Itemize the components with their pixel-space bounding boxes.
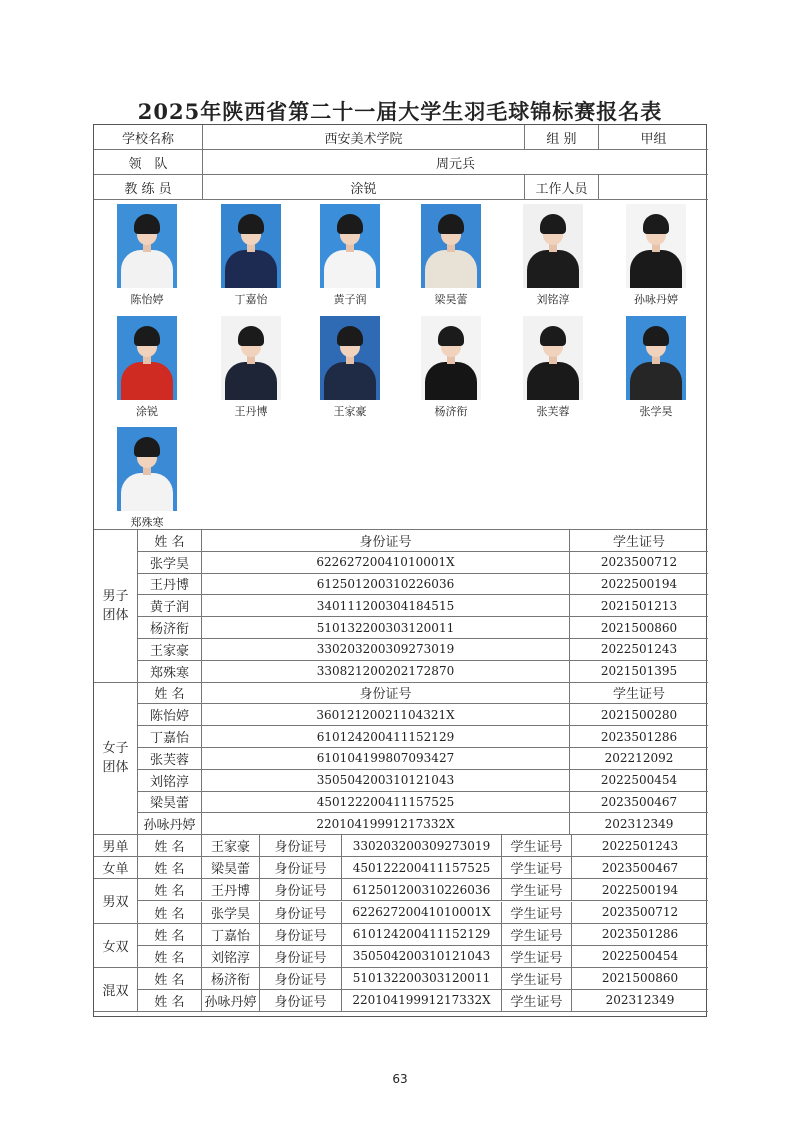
photo-neck (247, 356, 255, 364)
photo-hair (238, 326, 264, 346)
photo-hair (438, 214, 464, 234)
player-name: 张学昊 (138, 552, 202, 574)
player-photo-name: 杨济衔 (434, 405, 468, 418)
name-label: 姓 名 (138, 902, 202, 924)
photo-neck (143, 356, 151, 364)
player-id-number: 450122200411157525 (342, 857, 502, 879)
player-id-number: 612501200310226036 (202, 574, 570, 596)
photo-clothing (324, 362, 376, 400)
school-value: 西安美术学院 (203, 125, 525, 150)
photo-hair (643, 214, 669, 234)
player-student-id: 2022500454 (570, 770, 708, 792)
player-name: 黄子润 (138, 595, 202, 617)
photo-neck (549, 244, 557, 252)
photo-hair (540, 214, 566, 234)
photo-hair (337, 214, 363, 234)
player-photo-name: 涂锐 (136, 405, 158, 418)
id-label: 身份证号 (260, 902, 342, 924)
id-label: 身份证号 (260, 968, 342, 990)
registration-form (93, 124, 707, 1017)
player-student-id: 202312349 (572, 990, 708, 1012)
event-label: 女单 (94, 857, 138, 879)
player-student-id: 2023501286 (570, 726, 708, 748)
player-photo (421, 204, 481, 288)
player-id-number: 62262720041010001X (342, 902, 502, 924)
photo-hair (540, 326, 566, 346)
group-label: 组 别 (525, 125, 599, 150)
player-photo (221, 204, 281, 288)
player-student-id: 2023501286 (572, 924, 708, 946)
event-label: 混双 (94, 968, 138, 1012)
photo-area (94, 200, 708, 530)
player-photo (221, 316, 281, 400)
photo-clothing (324, 250, 376, 288)
player-photo-name: 梁昊蕾 (434, 293, 468, 306)
name-label: 姓 名 (138, 857, 202, 879)
column-header-name: 姓 名 (138, 683, 202, 705)
event-label: 女双 (94, 924, 138, 968)
player-student-id: 202212092 (570, 748, 708, 770)
column-header-student-id: 学生证号 (570, 530, 708, 552)
photo-hair (643, 326, 669, 346)
photo-hair (134, 326, 160, 346)
player-name: 梁昊蕾 (202, 857, 260, 879)
student-id-label: 学生证号 (502, 902, 572, 924)
player-id-number: 350504200310121043 (342, 946, 502, 968)
player-name: 刘铭淳 (202, 946, 260, 968)
staff-label: 工作人员 (525, 175, 599, 200)
photo-neck (143, 244, 151, 252)
leader-label: 领 队 (94, 150, 203, 175)
photo-clothing (630, 362, 682, 400)
player-student-id: 2021501213 (570, 595, 708, 617)
name-label: 姓 名 (138, 990, 202, 1012)
player-name: 王家豪 (138, 639, 202, 661)
student-id-label: 学生证号 (502, 990, 572, 1012)
photo-clothing (630, 250, 682, 288)
student-id-label: 学生证号 (502, 968, 572, 990)
photo-clothing (425, 362, 477, 400)
player-photo (523, 204, 583, 288)
player-student-id: 2022500194 (572, 879, 708, 901)
player-name: 孙咏丹婷 (138, 813, 202, 835)
player-student-id: 2021500860 (570, 617, 708, 639)
player-id-number: 510132200303120011 (202, 617, 570, 639)
photo-clothing (121, 250, 173, 288)
photo-clothing (425, 250, 477, 288)
player-student-id: 2023500467 (572, 857, 708, 879)
photo-clothing (527, 250, 579, 288)
player-student-id: 202312349 (570, 813, 708, 835)
player-name: 丁嘉怡 (138, 726, 202, 748)
player-id-number: 610104199807093427 (202, 748, 570, 770)
photo-neck (549, 356, 557, 364)
player-id-number: 610124200411152129 (342, 924, 502, 946)
player-id-number: 22010419991217332X (342, 990, 502, 1012)
photo-hair (134, 214, 160, 234)
coach-value: 涂锐 (203, 175, 525, 200)
id-label: 身份证号 (260, 879, 342, 901)
player-name: 刘铭淳 (138, 770, 202, 792)
women-team-label: 女子 团体 (94, 683, 138, 836)
player-id-number: 22010419991217332X (202, 813, 570, 835)
photo-clothing (225, 250, 277, 288)
student-id-label: 学生证号 (502, 946, 572, 968)
id-label: 身份证号 (260, 835, 342, 857)
player-photo (626, 316, 686, 400)
player-student-id: 2022501243 (572, 835, 708, 857)
event-label: 男单 (94, 835, 138, 857)
name-label: 姓 名 (138, 924, 202, 946)
photo-clothing (121, 473, 173, 511)
player-photo-name: 丁嘉怡 (234, 293, 268, 306)
school-label: 学校名称 (94, 125, 203, 150)
form-title: 2025年陕西省第二十一届大学生羽毛球锦标赛报名表 (137, 99, 663, 124)
staff-value (599, 175, 708, 200)
player-id-number: 330203200309273019 (342, 835, 502, 857)
player-photo (117, 427, 177, 511)
name-label: 姓 名 (138, 968, 202, 990)
photo-neck (652, 356, 660, 364)
player-name: 孙咏丹婷 (202, 990, 260, 1012)
photo-clothing (527, 362, 579, 400)
column-header-student-id: 学生证号 (570, 683, 708, 705)
id-label: 身份证号 (260, 990, 342, 1012)
player-photo (320, 204, 380, 288)
player-name: 丁嘉怡 (202, 924, 260, 946)
photo-neck (247, 244, 255, 252)
player-name: 郑殊寒 (138, 661, 202, 683)
id-label: 身份证号 (260, 857, 342, 879)
photo-hair (238, 214, 264, 234)
player-id-number: 330203200309273019 (202, 639, 570, 661)
player-photo (320, 316, 380, 400)
player-student-id: 2022500454 (572, 946, 708, 968)
player-photo-name: 王丹博 (234, 405, 268, 418)
photo-clothing (225, 362, 277, 400)
photo-hair (134, 437, 160, 457)
group-value: 甲组 (599, 125, 708, 150)
photo-neck (447, 356, 455, 364)
player-name: 梁昊蕾 (138, 792, 202, 814)
player-student-id: 2021500280 (570, 704, 708, 726)
player-id-number: 450122200411157525 (202, 792, 570, 814)
column-header-name: 姓 名 (138, 530, 202, 552)
name-label: 姓 名 (138, 879, 202, 901)
leader-value: 周元兵 (203, 150, 708, 175)
player-photo (523, 316, 583, 400)
student-id-label: 学生证号 (502, 879, 572, 901)
event-label: 男双 (94, 879, 138, 923)
photo-hair (337, 326, 363, 346)
photo-neck (346, 244, 354, 252)
player-photo (626, 204, 686, 288)
player-photo-name: 王家豪 (333, 405, 367, 418)
player-name: 张芙蓉 (138, 748, 202, 770)
player-student-id: 2023500467 (570, 792, 708, 814)
player-name: 杨济衔 (202, 968, 260, 990)
page-number: 63 (392, 1072, 408, 1086)
player-student-id: 2023500712 (570, 552, 708, 574)
player-photo-name: 陈怡婷 (130, 293, 164, 306)
player-photo-name: 张学昊 (639, 405, 673, 418)
player-photo (421, 316, 481, 400)
player-photo-name: 张芙蓉 (536, 405, 570, 418)
player-name: 陈怡婷 (138, 704, 202, 726)
column-header-id: 身份证号 (202, 683, 570, 705)
coach-label: 教 练 员 (94, 175, 203, 200)
photo-clothing (121, 362, 173, 400)
men-team-label: 男子 团体 (94, 530, 138, 683)
photo-hair (438, 326, 464, 346)
player-id-number: 330821200202172870 (202, 661, 570, 683)
photo-neck (143, 467, 151, 475)
id-label: 身份证号 (260, 924, 342, 946)
player-student-id: 2022501243 (570, 639, 708, 661)
player-photo-name: 刘铭淳 (536, 293, 570, 306)
photo-neck (447, 244, 455, 252)
player-photo-name: 黄子润 (333, 293, 367, 306)
player-student-id: 2021501395 (570, 661, 708, 683)
player-photo (117, 204, 177, 288)
name-label: 姓 名 (138, 946, 202, 968)
player-photo (117, 316, 177, 400)
player-student-id: 2023500712 (572, 902, 708, 924)
name-label: 姓 名 (138, 835, 202, 857)
player-id-number: 62262720041010001X (202, 552, 570, 574)
player-name: 王家豪 (202, 835, 260, 857)
photo-neck (652, 244, 660, 252)
player-name: 杨济衔 (138, 617, 202, 639)
player-id-number: 350504200310121043 (202, 770, 570, 792)
player-photo-name: 郑殊寒 (130, 516, 164, 529)
player-id-number: 610124200411152129 (202, 726, 570, 748)
student-id-label: 学生证号 (502, 835, 572, 857)
student-id-label: 学生证号 (502, 857, 572, 879)
player-id-number: 612501200310226036 (342, 879, 502, 901)
player-student-id: 2022500194 (570, 574, 708, 596)
photo-neck (346, 356, 354, 364)
id-label: 身份证号 (260, 946, 342, 968)
student-id-label: 学生证号 (502, 924, 572, 946)
player-name: 王丹博 (138, 574, 202, 596)
player-id-number: 510132200303120011 (342, 968, 502, 990)
player-id-number: 36012120021104321X (202, 704, 570, 726)
player-photo-name: 孙咏丹婷 (634, 293, 678, 306)
player-id-number: 340111200304184515 (202, 595, 570, 617)
player-student-id: 2021500860 (572, 968, 708, 990)
player-name: 王丹博 (202, 879, 260, 901)
column-header-id: 身份证号 (202, 530, 570, 552)
player-name: 张学昊 (202, 902, 260, 924)
